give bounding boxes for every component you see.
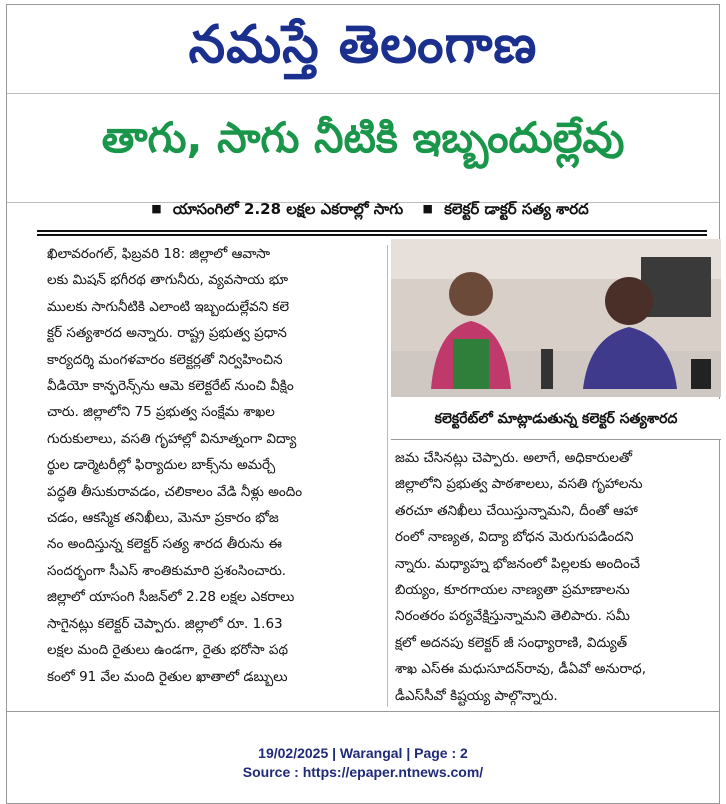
clipping-bottom-border xyxy=(7,711,719,712)
article-line: ఖిలావరంగల్, ఫిబ్రవరి 18: జిల్లాలో ఆవాసా xyxy=(47,246,271,262)
article-line: ములకు సాగునీటికి ఎలాంటి ఇబ్బందుల్లేవని కలె xyxy=(47,298,290,315)
article-line: సందర్భంగా సీఎస్ శాంతికుమారి ప్రశంసించారు. xyxy=(47,562,287,579)
article-line: జిల్లాలోని ప్రభుత్వ పాఠశాలలు, వసతి గృహాలను xyxy=(395,476,643,493)
article-line: కంలో 91 వేల మంది రైతుల ఖాతాలో డబ్బులు xyxy=(47,668,288,685)
article-line: సాగైనట్లు కలెక్టర్ చెప్పారు. జిల్లాలో రూ. 1.63 xyxy=(47,615,283,632)
article-line: గురుకులాలు, వసతి గృహాల్లో వినూత్నంగా విద్యా xyxy=(47,430,297,447)
article-line: లకు మిషన్ భగీరథ తాగునీరు, వ్యవసాయ భూ xyxy=(47,272,289,289)
subheads xyxy=(7,200,719,222)
article-line: నిరంతరం పర్యవేక్షిస్తున్నామని తెలిపారు. సమీ xyxy=(395,608,630,625)
divider-rule xyxy=(37,230,707,232)
article-line: డీఎస్‌సీవో కిష్టయ్య పాల్గొన్నారు. xyxy=(395,687,558,704)
square-bullet-icon: ■ xyxy=(422,202,433,215)
article-line: జమ చేసినట్లు చెప్పారు. అలాగే, అధికారులతో xyxy=(395,450,633,466)
article-column-right xyxy=(395,445,713,709)
square-bullet-icon: ■ xyxy=(151,202,162,215)
article-line: నం అందిస్తున్న కలెక్టర్ సత్య శారద తీరును ఈ xyxy=(47,536,282,553)
photo-caption: కలెక్టరేట్‌లో మాట్లాడుతున్న కలెక్టర్ సత్యశారద xyxy=(391,399,721,440)
newspaper-clipping xyxy=(6,4,720,804)
article-line: రంలో నాణ్యత, విద్యా బోధన మెరుగుపడిందని xyxy=(395,529,634,546)
article-line: వీడియో కాన్ఫరెన్స్‌ను ఆమె కలెక్టరేట్ నుంచి వీక్షిం xyxy=(47,378,294,395)
article-line: శాఖ ఎస్ఈ మధుసూదన్‌రావు, డీఏవో అనురాధ, xyxy=(395,661,646,678)
subhead-2: కలెక్టర్ డాక్టర్ సత్య శారద xyxy=(444,200,589,218)
news-photo xyxy=(391,239,721,397)
article-line: తరచూ తనిఖీలు చేయిస్తున్నామని, దీంతో ఆహా xyxy=(395,502,638,519)
article-line: చారు. జిల్లాలోని 75 ప్రభుత్వ సంక్షేమ శాఖల xyxy=(47,404,275,421)
article-line: చడం, ఆకస్మిక తనిఖీలు, మెనూ ప్రకారం భోజ xyxy=(47,510,279,527)
divider-rule xyxy=(37,234,707,236)
article-line: ర్థుల డార్మెటరీల్లో ఫిర్యాదుల బాక్స్‌ను అమర్చే xyxy=(47,457,276,474)
article-line: పద్ధతి తీసుకురావడం, చలికాలం వేడి నీళ్లు అందిం xyxy=(47,483,303,500)
headline: తాగు, సాగు నీటికి ఇబ్బందుల్లేవు xyxy=(101,113,625,162)
footer-date-location: 19/02/2025 | Warangal | Page : 2 xyxy=(258,745,468,761)
article-line: న్నారు. మధ్యాహ్న భోజనంలో పిల్లలకు అందించే xyxy=(395,555,641,572)
article-line: జిల్లాలో యాసంగి సీజన్‌లో 2.28 లక్షల ఎకరాలు xyxy=(47,589,295,606)
article-column-left xyxy=(47,241,383,711)
collector-meeting-photo xyxy=(391,239,721,397)
article-line: బియ్యం, కూరగాయల నాణ్యతా ప్రమాణాలను xyxy=(395,582,630,599)
article-line: లక్షల మంది రైతులు ఉండగా, రైతు భరోసా పథ xyxy=(47,642,289,659)
masthead-title: నమస్తే తెలంగాణ xyxy=(188,15,538,75)
article-line: కార్యదర్శి మంగళవారం కలెక్టర్లతో నిర్వహించిన xyxy=(47,351,283,368)
footer-source-link[interactable]: Source : https://epaper.ntnews.com/ xyxy=(242,764,484,780)
article-line: క్షలో అదనపు కలెక్టర్ జీ సంధ్యారాణి, విద్యుత్ xyxy=(395,634,628,651)
article-line: క్టర్ సత్యశారద అన్నారు. రాష్ట్ర ప్రభుత్వ ప్రధాన xyxy=(47,325,287,342)
subhead-1: యాసంగిలో 2.28 లక్షల ఎకరాల్లో సాగు xyxy=(172,200,404,218)
column-separator xyxy=(387,245,388,707)
